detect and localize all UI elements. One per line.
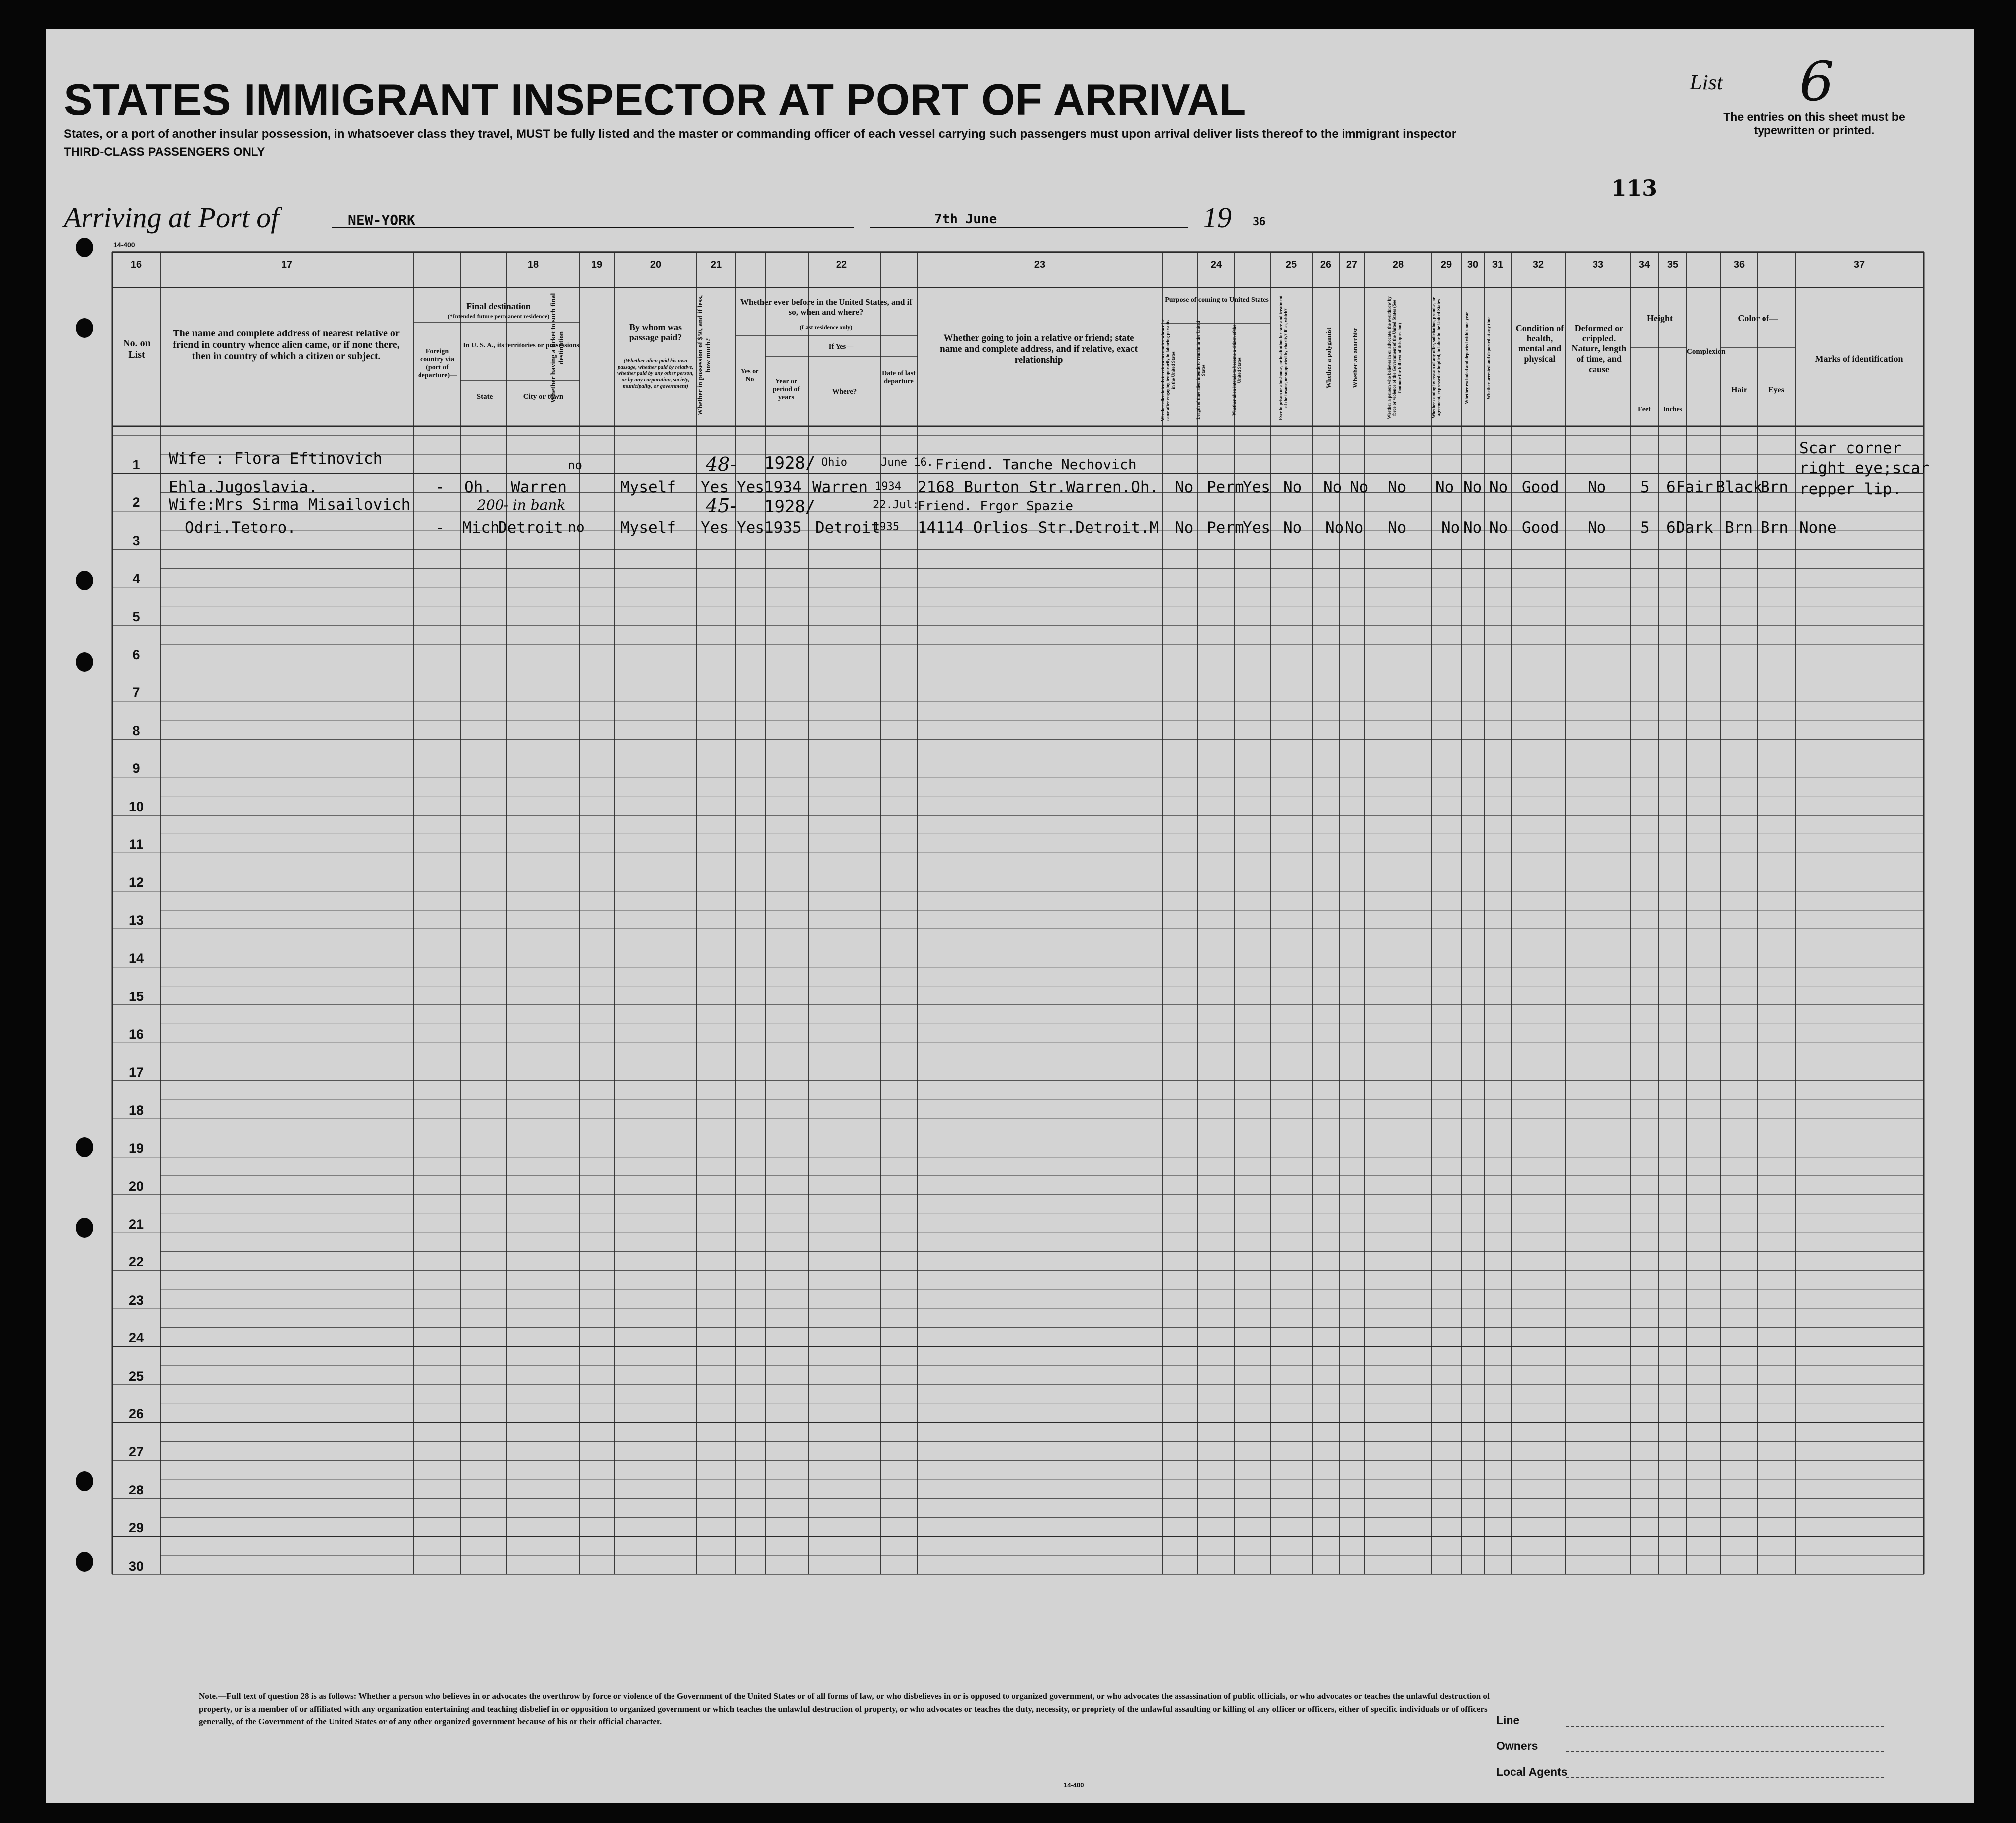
column-number: 36 — [1733, 259, 1745, 270]
entry1-marks-line3: repper lip. — [1799, 480, 1902, 498]
header-where: Where? — [832, 388, 857, 396]
entry1-q28: No — [1388, 478, 1407, 496]
header-purpose-a: Whether alien intends to return to country whence he came after engaging temporarily in laboring pursuits in the United States — [1160, 319, 1176, 421]
column-number: 21 — [710, 259, 722, 270]
entry1-money: Yes — [701, 478, 729, 496]
binder-hole — [76, 1471, 93, 1491]
header-yes-no: Yes or No — [740, 368, 759, 384]
entry2-anarchist: No — [1345, 519, 1364, 537]
entry1-deformed: No — [1588, 478, 1606, 496]
entry1-prison: No — [1283, 478, 1302, 496]
entry1-marks-line2: right eye;scar — [1799, 459, 1930, 477]
entry1-departure-line2: 1934 — [875, 480, 901, 493]
entry2-money-note: 200- in bank — [477, 497, 566, 513]
footnote: Note.—Full text of question 28 is as follows: Whether a person who believes in or advocates the overthrow by force or violence of the Government of the United States or of all forms of law, or who disbelieves in or is opposed to organized government, or who advocates the assassination of public officials, or who advocates or teaches the unlawful destruction of property, or is a member of or affiliated with any organization entertaining and teaching disbelief in or opposition to organized government or which teaches the unlawful destruction of property, or who advocates or teaches the duty, necessity, or propriety of the unlawful assaulting or killing of any officer or officers, either of specific individuals or of officers generally, of the Government of the United States or of any other organized government because of his or their official character. — [199, 1691, 1490, 1726]
entry2-purpose-b: Perm — [1207, 519, 1244, 537]
entry1-complexion: Fair — [1676, 478, 1713, 496]
header-health: Condition of health, mental and physical — [1515, 323, 1564, 364]
row-number: 1 — [132, 457, 140, 472]
header-hair: Hair — [1731, 386, 1747, 394]
header-state: State — [476, 393, 493, 401]
entry1-q31: No — [1489, 478, 1508, 496]
binder-hole — [76, 1552, 93, 1572]
column-number: 32 — [1532, 259, 1544, 270]
entry2-deformed: No — [1588, 519, 1606, 537]
entry2-state: Mich — [462, 519, 500, 537]
column-number: 22 — [836, 259, 847, 270]
entry2-polygamist: No — [1325, 519, 1344, 537]
header-ticket: Whether having a ticket to such final destination — [550, 293, 566, 403]
column-number: 30 — [1467, 259, 1479, 270]
column-number: 18 — [527, 259, 539, 270]
header-if-yes: If Yes— — [828, 343, 854, 351]
entry2-q31: No — [1489, 519, 1508, 537]
entry1-foreign: - — [435, 478, 445, 496]
row-number: 10 — [128, 799, 144, 814]
entry1-city: Warren — [511, 478, 567, 496]
list-label: List — [1690, 70, 1723, 94]
entry1-q29: No — [1435, 478, 1454, 496]
entry2-foreign: - — [435, 519, 445, 537]
entry2-hair: Brn — [1725, 519, 1753, 537]
header-in-usa: In U. S. A., its territories or possessions — [463, 342, 579, 349]
entry2-departure-line2: 1935 — [873, 521, 899, 533]
header-height: Height — [1647, 313, 1673, 323]
column-number: 27 — [1346, 259, 1358, 270]
entry1-marks-line1: Scar corner — [1799, 439, 1902, 457]
header-join-relative: Whether going to join a relative or friend; state name and complete address, and if relative, exact relationship — [940, 333, 1138, 365]
class-line: THIRD-CLASS PASSENGERS ONLY — [64, 145, 265, 159]
entry1-ticket: no — [568, 458, 582, 472]
row-number: 25 — [128, 1368, 144, 1384]
row-number: 19 — [128, 1141, 144, 1156]
row-number: 28 — [128, 1482, 144, 1497]
row-number: 2 — [132, 495, 140, 510]
entry1-paid-by: Myself — [620, 478, 676, 496]
footer-line-field — [1566, 1726, 1884, 1727]
intro-text: States, or a port of another insular possession, in whatsoever class they travel, MUST be fully listed and the master or commanding officer of each vessel carrying such passengers must upon arrival deliver lists thereof to the immigrant inspector — [64, 127, 1457, 141]
column-number: 24 — [1210, 259, 1222, 270]
entry1-anarchist: No — [1350, 478, 1369, 496]
header-purpose-c: Whether alien intends to become a citizen of the United States — [1232, 325, 1242, 416]
entry1-state: Oh. — [464, 478, 492, 496]
header-final-destination-note: (*Intended future permanent residence) — [447, 313, 550, 320]
binder-hole — [76, 652, 93, 672]
column-number: 25 — [1285, 259, 1297, 270]
entry2-health: Good — [1522, 519, 1559, 537]
entry1-where-line1: Ohio — [821, 456, 847, 469]
header-city: City or town — [523, 393, 564, 401]
row-number: 7 — [132, 685, 140, 700]
footer-form-code: 14-400 — [1064, 1781, 1084, 1789]
footer-local-agents-label: Local Agents — [1496, 1765, 1568, 1778]
binder-hole — [76, 1137, 93, 1157]
header-complexion: Complexion — [1687, 348, 1726, 356]
row-number: 17 — [128, 1065, 144, 1080]
header-before-note: (Last residence only) — [799, 324, 853, 331]
entry1-eyes: Brn — [1761, 478, 1788, 496]
entry2-ticket: no — [568, 519, 585, 535]
row-number: 14 — [128, 951, 144, 966]
header-eyes: Eyes — [1768, 386, 1784, 394]
entry2-city: Detroit — [498, 519, 563, 537]
header-before-in-us: Whether ever before in the United States, and if so, when and where? — [740, 297, 913, 317]
entry1-where-line2: Warren — [812, 478, 868, 496]
entry1-feet: 5 — [1640, 478, 1650, 496]
header-nearest-relative: The name and complete address of nearest relative or friend in country whence alien came, or if none there, then in country of which a citizen or subject. — [173, 328, 400, 362]
row-number: 8 — [132, 723, 140, 738]
row-number: 21 — [128, 1217, 144, 1232]
header-purpose: Purpose of coming to United States — [1165, 296, 1269, 304]
sheet-number: 113 — [1611, 176, 1657, 201]
header-date-departure: Date of last departure — [882, 370, 916, 386]
entry1-years-line2: 1934 — [764, 478, 802, 496]
entry2-years-line2: 1935 — [764, 519, 802, 537]
page-title: STATES IMMIGRANT INSPECTOR AT PORT OF ARRIVAL — [64, 75, 1246, 124]
binder-hole — [76, 238, 93, 257]
entry2-join-line2: 14114 Orlios Str.Detroit.M — [918, 519, 1159, 537]
form-code: 14-400 — [113, 241, 135, 249]
header-year-period: Year or period of years — [772, 378, 800, 402]
entry2-q30: No — [1463, 519, 1482, 537]
header-money: Whether in possession of $50, and if less, how much? — [697, 295, 713, 416]
entry1-money-hand: 48- — [706, 453, 737, 475]
entry1-relative-line2: Ehla.Jugoslavia. — [169, 478, 318, 496]
entry2-inches: 6 — [1666, 519, 1676, 537]
header-passage-paid: By whom was passage paid? — [629, 322, 682, 342]
row-number: 30 — [128, 1558, 144, 1574]
header-q28: Whether a person who believes in or advocates the overthrow by force or violence of the Government of the United States (See footnote for full text of this question) — [1387, 296, 1402, 419]
header-q30: Whether excluded and deported within one year — [1464, 312, 1469, 404]
row-number: 18 — [128, 1102, 144, 1118]
header-no-on-list: No. on List — [123, 338, 151, 360]
column-number: 28 — [1392, 259, 1404, 270]
row-number: 29 — [128, 1520, 144, 1536]
header-q31: Whether arrested and deported at any time — [1486, 316, 1491, 400]
entry2-before-yes: Yes — [737, 519, 764, 537]
row-number: 22 — [128, 1254, 144, 1270]
header-final-destination: Final destination — [466, 301, 531, 311]
column-number: 23 — [1034, 259, 1046, 270]
entry2-relative-line1: Wife:Mrs Sirma Misailovich — [169, 496, 411, 514]
entry1-relative-line1: Wife : Flora Eftinovich — [169, 450, 383, 468]
entry1-years-line1: 1928/ — [764, 453, 816, 473]
header-anarchist: Whether an anarchist — [1351, 328, 1359, 388]
entry2-eyes: Brn — [1761, 519, 1788, 537]
binder-hole — [76, 571, 93, 590]
entry1-departure-line1: June 16. — [881, 456, 933, 469]
arriving-label: Arriving at Port of — [64, 201, 279, 234]
column-number: 26 — [1320, 259, 1332, 270]
typewritten-note: The entries on this sheet must be typewritten or printed. — [1723, 110, 1905, 137]
row-number: 12 — [128, 875, 144, 890]
header-marks: Marks of identification — [1815, 354, 1903, 364]
entry2-feet: 5 — [1640, 519, 1650, 537]
header-feet: Feet — [1638, 406, 1651, 413]
entry2-complexion: Dark — [1676, 519, 1713, 537]
entry2-q28: No — [1388, 519, 1407, 537]
column-number: 29 — [1440, 259, 1452, 270]
header-purpose-b: Length of time alien intends to remain in the United States — [1196, 321, 1206, 420]
row-number: 6 — [132, 647, 140, 662]
row-number: 9 — [132, 761, 140, 776]
footer-line-label: Line — [1496, 1714, 1520, 1727]
header-inches: Inches — [1663, 406, 1682, 413]
binder-hole — [76, 1218, 93, 1238]
header-prison: Ever in prison or almshouse, or institution for care and treatment of the insane, or supported by charity? If so, which? — [1278, 295, 1289, 420]
header-foreign-country: Foreign country via (port of departure)— — [418, 348, 457, 380]
header-polygamist: Whether a polygamist — [1325, 327, 1332, 389]
column-number: 19 — [591, 259, 603, 270]
entry2-relative-line2: Odri.Tetoro. — [185, 519, 296, 537]
entry2-departure-line1: 22.Jul: — [873, 499, 919, 511]
entry2-join-line1: Friend. Frgor Spazie — [918, 499, 1074, 514]
row-number: 4 — [132, 571, 140, 586]
row-number: 24 — [128, 1330, 144, 1346]
port-value: NEW-YORK — [348, 212, 415, 228]
entry2-paid-by: Myself — [620, 519, 676, 537]
entry1-q30: No — [1463, 478, 1482, 496]
list-number: 6 — [1799, 50, 1834, 113]
header-passage-note: (Whether alien paid his own passage, whether paid by relative, whether paid by any other person, or by any corporation, society, municipality, or government) — [617, 358, 694, 389]
entry2-marks-line1: None — [1799, 519, 1837, 537]
entry1-polygamist: No — [1323, 478, 1342, 496]
entry1-purpose-c: Yes — [1243, 478, 1270, 496]
header-deformed: Deformed or crippled. Nature, length of time, and cause — [1571, 323, 1627, 374]
header-q29: Whether coming by reason of any offer, solicitation, promise, or agreement, expressed or implied, to labor in the United States — [1431, 297, 1442, 419]
entry2-prison: No — [1283, 519, 1302, 537]
entry1-join-line2: 2168 Burton Str.Warren.Oh. — [918, 478, 1159, 496]
entry2-money: Yes — [701, 519, 729, 537]
column-number: 31 — [1492, 259, 1504, 270]
column-number: 17 — [281, 259, 293, 270]
year-suffix: 36 — [1253, 216, 1266, 228]
entry1-join-line1: Friend. Tanche Nechovich — [935, 456, 1137, 473]
row-number: 15 — [128, 989, 144, 1004]
footer-owners-label: Owners — [1496, 1740, 1538, 1752]
entry1-health: Good — [1522, 478, 1559, 496]
entry2-years-line1: 1928/ — [764, 497, 816, 517]
entry1-hair: Black — [1716, 478, 1763, 496]
entry2-purpose-c: Yes — [1243, 519, 1270, 537]
header-color-of: Color of— — [1738, 313, 1778, 323]
entry2-purpose-a: No — [1175, 519, 1194, 537]
row-number: 5 — [132, 609, 140, 624]
row-number: 16 — [128, 1027, 144, 1042]
entry2-where-line2: Detroit — [815, 519, 880, 537]
column-number: 34 — [1638, 259, 1650, 270]
entry2-q29: No — [1441, 519, 1460, 537]
row-number: 26 — [128, 1407, 144, 1421]
column-number: 37 — [1853, 259, 1865, 270]
row-number: 20 — [128, 1178, 144, 1194]
entry1-before-yes: Yes — [737, 478, 764, 496]
row-number: 23 — [128, 1292, 144, 1308]
entry2-money-hand: 45- — [706, 495, 737, 517]
entry1-purpose-a: No — [1175, 478, 1194, 496]
footer-owners-field — [1566, 1751, 1884, 1752]
row-number: 27 — [128, 1444, 144, 1460]
row-number: 11 — [129, 837, 144, 852]
year-prefix: 19 — [1203, 201, 1232, 234]
row-number: 13 — [128, 912, 144, 928]
binder-hole — [76, 318, 93, 338]
footer-local-agents-field — [1566, 1777, 1884, 1778]
entry1-inches: 6 — [1666, 478, 1676, 496]
column-number: 20 — [650, 259, 662, 270]
column-number: 16 — [130, 259, 142, 270]
date-value: 7th June — [934, 212, 997, 227]
column-number: 33 — [1592, 259, 1604, 270]
column-number: 35 — [1667, 259, 1679, 270]
entry1-purpose-b: Perm — [1207, 478, 1244, 496]
row-number: 3 — [132, 533, 140, 548]
